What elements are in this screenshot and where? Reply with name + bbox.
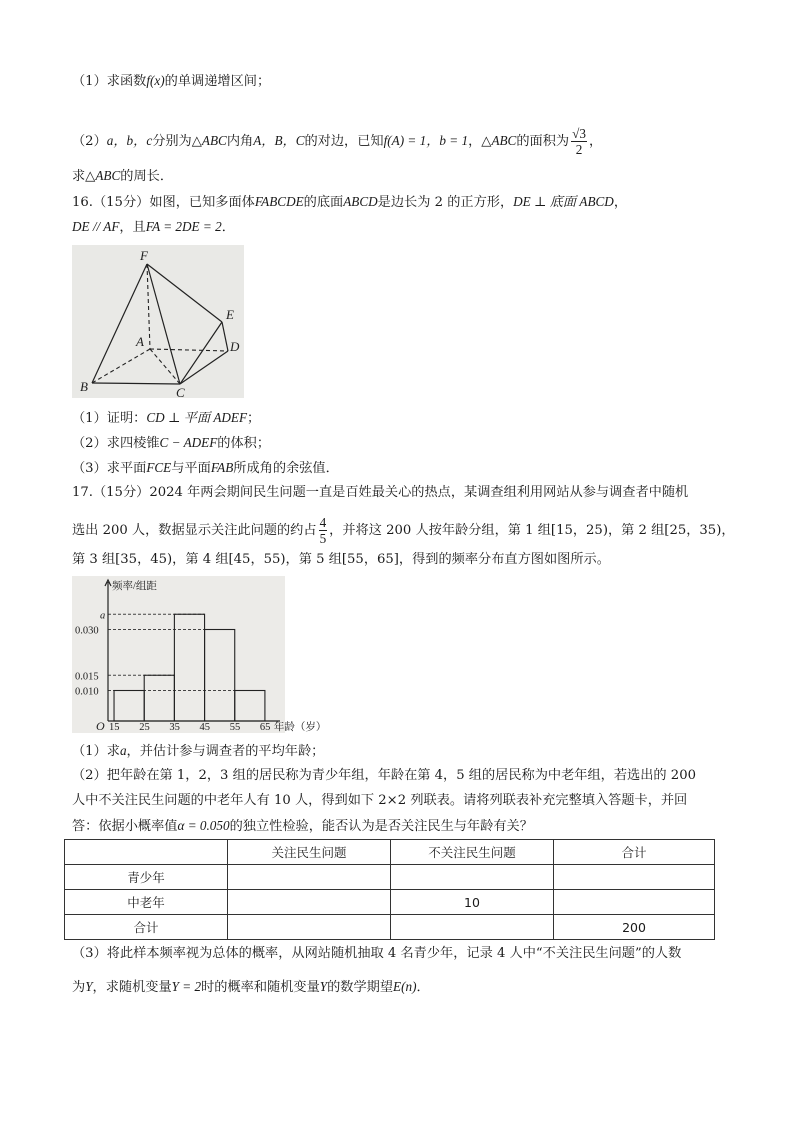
q17-stem-line2: 选出 200 人，数据显示关注此问题的约占 $\frac{4}{5}$ ，并将这 200 人按年龄分组，第 1 组[15，25)，第 2 组[25，35)，: [72, 515, 735, 546]
q16-sub3: （3）求平面FCE与平面FAB所成角的余弦值．: [72, 460, 339, 476]
q17-sub2-line1: （2）把年龄在第 1，2，3 组的居民称为青少年组，年龄在第 4，5 组的居民称为中老年组，若选出的 200: [72, 768, 696, 783]
table-header-row: [65, 840, 715, 865]
table-row: [65, 915, 715, 940]
table-cell: 200: [554, 915, 715, 940]
vertex-C-label: C: [176, 385, 185, 400]
x-axis-label: 年龄（岁）: [273, 722, 327, 733]
x-tick-label: 15: [109, 722, 120, 733]
table-cell: [391, 865, 554, 890]
q16-stem-line2: DE // AF，且FA = 2DE = 2．: [72, 219, 235, 235]
q15-sub1: （1）求函数f(x)的单调递增区间；: [72, 73, 271, 89]
vertex-D-label: D: [230, 339, 240, 354]
table-cell: 青少年: [65, 865, 228, 890]
table-cell: [228, 865, 391, 890]
vertex-F-label: F: [140, 248, 148, 263]
q17-sub1: （1）求a，并估计参与调查者的平均年龄；: [72, 743, 325, 759]
table-cell: [228, 890, 391, 915]
table-cell: [391, 915, 554, 940]
table-cell: 10: [391, 890, 554, 915]
vertex-A-label: A: [136, 334, 144, 349]
x-tick-label: 35: [169, 722, 180, 733]
q17-sub2-line3: 答：依据小概率值α = 0.050的独立性检验，能否认为是否关注民生与年龄有关？: [72, 818, 533, 834]
y-axis-label: 频率/组距: [112, 581, 157, 592]
x-tick-label: 55: [229, 722, 241, 733]
q15-sub2-cont: 求△ABC的周长．: [72, 168, 174, 184]
x-tick-label: 65: [259, 722, 271, 733]
fraction-4-5: $\frac{4}{5}$: [319, 515, 327, 546]
table-cell: [228, 915, 391, 940]
x-tick-label: 45: [199, 722, 211, 733]
q15-sub2: （2）a，b，c分别为△ABC内角A，B，C的对边，已知f(A) = 1，b = 1，△ABC的面积为 $\frac{√3}{2}$ ，: [72, 126, 603, 157]
polyhedron-figure: [72, 245, 244, 398]
table-header-cell: 关注民生问题: [228, 840, 391, 865]
q16-stem-line1: 16.（15分）如图，已知多面体FABCDE的底面ABCD是边长为 2 的正方形，DE ⊥ 底面 ABCD，: [72, 194, 628, 210]
table-row: [65, 865, 715, 890]
q17-sub2-line2: 人中不关注民生问题的中老年人有 10 人，得到如下 2×2 列联表。请将列联表补充完整填入答题卡，并回: [72, 793, 688, 808]
origin-label: O: [96, 719, 105, 733]
histogram-background: [72, 576, 285, 733]
table-row: [65, 890, 715, 915]
table-header-cell: [65, 840, 228, 865]
q17-stem-line3: 第 3 组[35，45)，第 4 组[45，55)，第 5 组[55，65]，得到的频率分布直方图如图所示。: [72, 552, 610, 567]
vertex-B-label: B: [80, 379, 88, 394]
frequency-histogram: [72, 576, 327, 733]
area-fraction: $\frac{√3}{2}$: [572, 126, 586, 157]
table-cell: [554, 890, 715, 915]
q17-stem-line1: 17.（15分）2024 年两会期间民生问题一直是百姓最关心的热点，某调查组利用网站从参与调查者中随机: [72, 485, 689, 500]
y-tick-label: 0.010: [75, 686, 99, 698]
y-tick-label: 0.015: [75, 671, 99, 683]
y-tick-label: 0.030: [75, 625, 99, 637]
contingency-table: [64, 839, 715, 940]
q17-sub3-line1: （3）将此样本频率视为总体的概率，从网站随机抽取 4 名青少年，记录 4 人中“不关注民生问题”的人数: [72, 946, 682, 961]
table-header-cell: 合计: [554, 840, 715, 865]
y-tick-label: a: [100, 610, 106, 622]
q17-sub3-line2: 为Y，求随机变量Y = 2时的概率和随机变量Y的数学期望E(n)．: [72, 979, 430, 995]
vertex-E-label: E: [226, 307, 234, 322]
table-cell: 中老年: [65, 890, 228, 915]
x-tick-label: 25: [139, 722, 150, 733]
table-cell: 合计: [65, 915, 228, 940]
q16-sub1: （1）证明：CD ⊥ 平面 ADEF；: [72, 410, 261, 426]
q16-sub2: （2）求四棱锥C − ADEF的体积；: [72, 435, 271, 451]
table-cell: [554, 865, 715, 890]
figure-background: [72, 245, 244, 398]
table-header-cell: 不关注民生问题: [391, 840, 554, 865]
